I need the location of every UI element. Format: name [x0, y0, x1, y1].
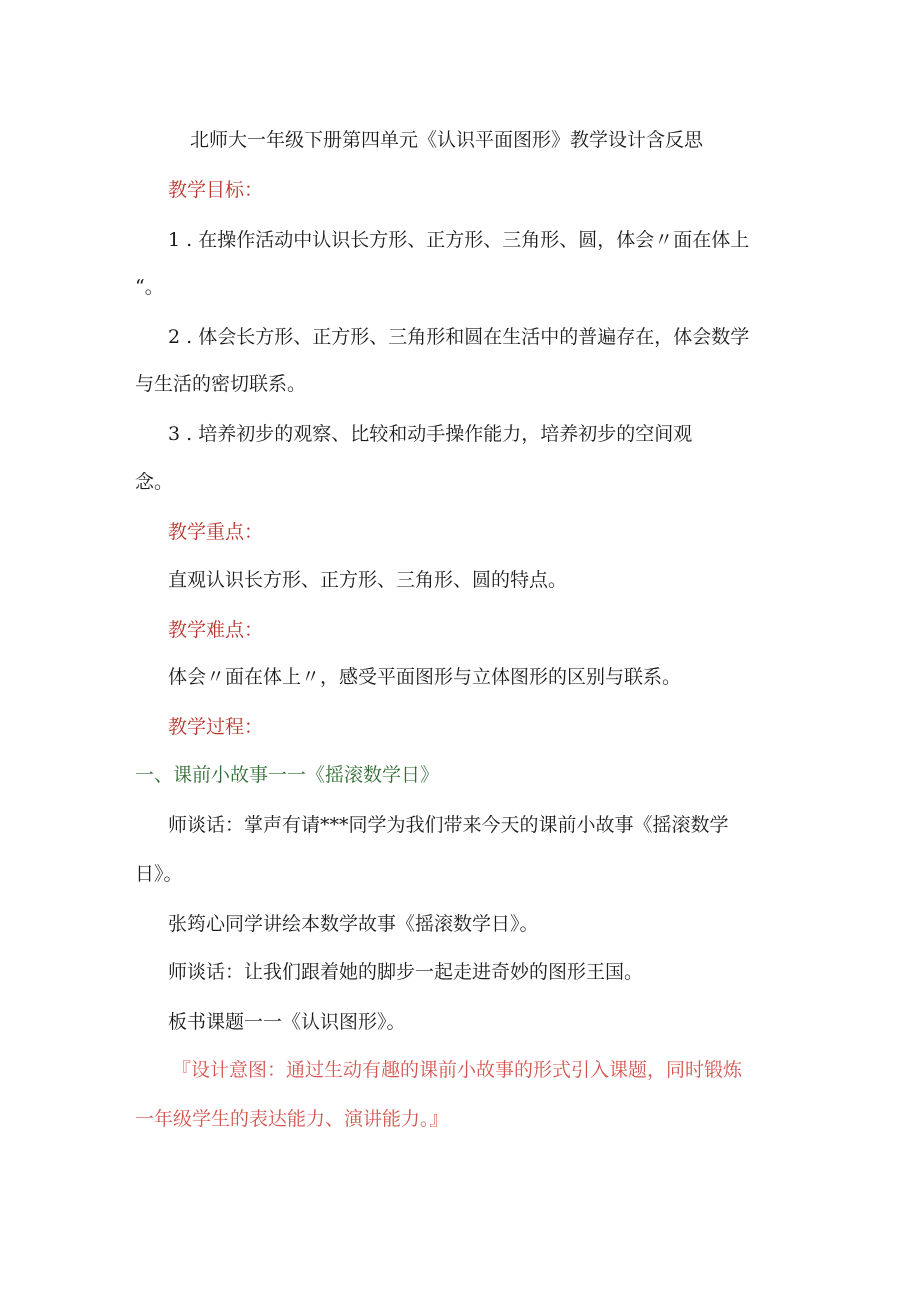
objective-1-line-1: 1 . 在操作活动中认识长方形、正方形、三角形、圆，体会〃面在体上: [168, 229, 750, 251]
section-1-heading: 一、课前小故事一一《摇滚数学日》: [135, 764, 440, 786]
difficulty-text: 体会〃面在体上〃，感受平面图形与立体图形的区别与联系。: [168, 666, 682, 688]
objective-1-line-2: “。: [135, 276, 164, 298]
design-intent-line-1: 『设计意图：通过生动有趣的课前小故事的形式引入课题，同时锻炼: [172, 1059, 743, 1081]
teacher-talk-1-line-1: 师谈话：掌声有请***同学为我们带来今天的课前小故事《摇滚数学: [168, 814, 729, 836]
teacher-talk-1-line-2: 日》。: [135, 863, 183, 885]
design-intent-line-2: 一年级学生的表达能力、演讲能力。』: [135, 1108, 449, 1130]
board-title: 板书课题一一《认识图形》。: [168, 1011, 406, 1033]
difficulty-heading: 教学难点：: [168, 619, 264, 641]
objective-2-line-2: 与生活的密切联系。: [135, 373, 307, 395]
teacher-talk-2: 师谈话：让我们跟着她的脚步一起走进奇妙的图形王国。: [168, 961, 644, 983]
objective-3-line-2: 念。: [135, 471, 174, 493]
key-point-text: 直观认识长方形、正方形、三角形、圆的特点。: [168, 569, 568, 591]
key-point-heading: 教学重点：: [168, 521, 264, 543]
objective-2-line-1: 2 . 体会长方形、正方形、三角形和圆在生活中的普遍存在，体会数学: [168, 326, 750, 348]
document-title: 北师大一年级下册第四单元《认识平面图形》教学设计含反思: [190, 129, 704, 151]
objective-3-line-1: 3 . 培养初步的观察、比较和动手操作能力，培养初步的空间观: [168, 423, 693, 445]
process-heading: 教学过程：: [168, 716, 264, 738]
student-story: 张筠心同学讲绘本数学故事《摇滚数学日》。: [168, 913, 539, 935]
objectives-heading: 教学目标：: [168, 179, 264, 201]
